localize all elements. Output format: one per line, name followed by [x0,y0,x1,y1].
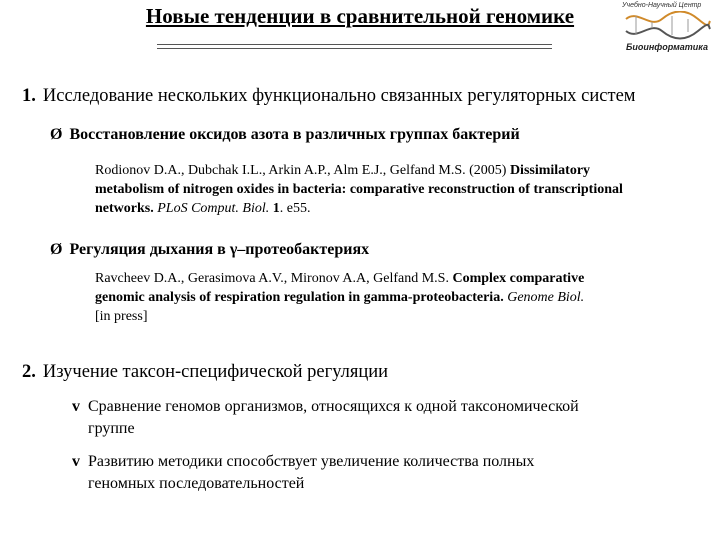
reference-1-title-part-3: networks. [95,201,154,216]
reference-2-authors: Ravcheev D.A., Gerasimova A.V., Mironov A.A, Gelfand M.S. [95,271,449,286]
list-item [72,396,712,440]
reference-1-title-part-1: Dissimilatory [509,163,591,178]
logo-bottom-text: Биоинформатика [626,42,708,52]
arrow-bullet-icon: Ø [50,241,63,258]
subsection-1-heading [50,126,520,144]
arrow-bullet-icon: Ø [50,126,63,143]
reference-1 [95,161,715,218]
section-2-heading-text: Изучение таксон-специфической регуляции [42,362,389,382]
section-1-number: 1. [22,86,36,106]
logo [620,2,716,58]
dna-helix-icon [624,11,712,41]
page-title: Новые тенденции в сравнительной геномике [145,4,575,28]
reference-2 [95,269,715,326]
reference-2-title-part-2: genomic analysis of respiration regulation in gamma-proteobacteria. [95,290,504,305]
reference-1-pages: . e55. [279,201,311,216]
diamond-bullet-icon: v [72,398,80,415]
reference-2-line-1 [95,269,715,288]
list-item-line-2: группе [88,420,135,437]
section-1-heading-text: Исследование нескольких функционально связанных регуляторных систем [42,86,636,106]
subsection-2-heading-text: Регуляция дыхания в γ–протеобактериях [69,241,370,258]
reference-1-title-part-2: metabolism of nitrogen oxides in bacteria: comparative reconstruction of transcriptional [95,182,623,197]
list-item [72,451,712,495]
logo-top-text: Учебно-Научный Центр [622,2,702,9]
reference-2-title-part-1: Complex comparative [452,271,585,286]
reference-1-authors: Rodionov D.A., Dubchak I.L., Arkin A.P., Alm E.J., Gelfand M.S. (2005) [95,163,507,178]
reference-2-status: [in press] [95,309,148,324]
reference-2-journal: Genome Biol. [507,290,585,305]
reference-1-line-1 [95,161,715,180]
diamond-bullet-icon: v [72,453,80,470]
reference-1-line-3 [95,199,715,218]
reference-1-volume: 1 [272,201,280,216]
section-2-number: 2. [22,362,36,382]
list-item-line-1: Сравнение геномов организмов, относящихся к одной таксономической [88,398,579,415]
list-item-line-1: Развитию методики способствует увеличение количества полных [88,453,535,470]
reference-2-line-2 [95,288,715,307]
section-1-heading [22,86,636,107]
section-2-heading [22,362,388,383]
title-underline-divider [157,44,552,49]
reference-1-journal: PLoS Comput. Biol. [157,201,270,216]
subsection-2-heading [50,241,369,259]
list-item-line-2: геномных последовательностей [88,475,305,492]
subsection-1-heading-text: Восстановление оксидов азота в различных группах бактерий [69,126,520,143]
